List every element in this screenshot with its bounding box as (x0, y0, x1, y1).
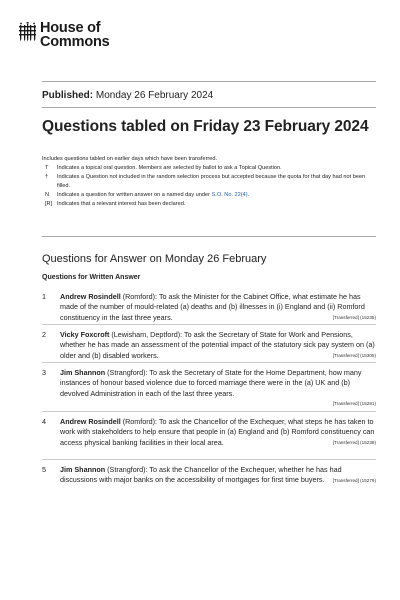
question-body (60, 368, 376, 410)
symbol-legend (42, 164, 376, 209)
question-number: 1 (42, 292, 46, 301)
question-body (60, 417, 376, 448)
question-text: To ask the Chancellor of the Exchequer, what steps he has taken to work with stakeholders to help ensure that people in (a) England and (b) Romford constituency can access physical banking facilities in their local area. (60, 417, 375, 447)
header-rule-bottom (42, 107, 376, 108)
question-number: 2 (42, 330, 46, 339)
logo-line-2: Commons (40, 33, 110, 50)
page-title: Questions tabled on Friday 23 February 2024 (42, 118, 369, 135)
question-member: Jim Shannon (60, 465, 106, 474)
legend-symbol: N (45, 191, 50, 198)
legend-row-relevant-interest (42, 200, 376, 209)
legend-text-wrapper (57, 191, 376, 200)
question-divider (42, 411, 376, 412)
section-rule (42, 236, 376, 237)
question-text: To ask the Secretary of State for Work and Pensions, whether he has made an assessment of the potential impact of the statutory sick pay system on (a) older and (b) disabled workers. (60, 330, 375, 360)
question-number: 4 (42, 417, 46, 426)
question-number: 3 (42, 368, 46, 377)
legend-text: Indicates a question for written answer on a named day under (57, 191, 212, 198)
question-constituency: (Strangford): (107, 465, 148, 474)
question-member: Vicky Foxcroft (60, 330, 110, 339)
published-date: Monday 26 February 2024 (95, 90, 214, 101)
question-ref: (15305) (360, 353, 376, 359)
question-body (60, 292, 376, 323)
question-ref: (15279) (360, 477, 376, 483)
question-item (42, 465, 376, 486)
question-member: Andrew Rosindell (60, 292, 121, 301)
question-divider (42, 459, 376, 460)
legend-symbol: T (45, 165, 49, 171)
question-text: To ask the Chancellor of the Exchequer, whether he has had discussions with major banks on the accessibility of mortgages for first time buyers. (60, 465, 342, 485)
standing-order-link[interactable]: S.O. No. 22(4) (211, 191, 248, 198)
question-status: [Transferred] (332, 401, 359, 407)
question-text: To ask the Secretary of State for the Home Department, how many instances of honour based violence due to forced marriage there were in the (a) UK and (b) devolved Administration in each of the last three years. (60, 368, 362, 398)
question-constituency: (Lewisham, Deptford): (111, 330, 183, 339)
question-status: [Transferred] (332, 315, 359, 321)
legend-row-dagger (42, 173, 376, 190)
portcullis-icon (19, 22, 36, 42)
published-label: Published: (42, 90, 94, 101)
question-constituency: (Strangford): (107, 368, 148, 377)
question-divider (42, 362, 376, 363)
legend-suffix: . (247, 191, 250, 198)
question-divider (42, 324, 376, 325)
sub-heading: Questions for Written Answer (42, 274, 141, 281)
header-rule-top (42, 81, 376, 82)
question-meta (333, 313, 376, 323)
logo-wordmark (40, 22, 110, 49)
question-item (42, 368, 376, 410)
legend-text: Indicates a topical oral question. Members are selected by ballot to ask a Topical Question. (57, 165, 282, 171)
question-status: [Transferred] (332, 353, 359, 359)
question-ref: (15238) (360, 440, 376, 446)
question-constituency: (Romford): (122, 417, 158, 426)
question-meta (60, 399, 376, 409)
question-ref: (15281) (360, 401, 376, 407)
question-item (42, 330, 376, 362)
question-meta (333, 476, 376, 486)
question-ref: (15235) (360, 315, 376, 321)
question-meta (333, 438, 376, 448)
legend-text: Indicates a Question not included in the random selection process but accepted because the quota for that day had not been filled. (57, 173, 366, 189)
published-line (42, 90, 213, 101)
legend-text: Indicates that a relevant interest has been declared. (57, 200, 186, 207)
question-number: 5 (42, 465, 46, 474)
question-status: [Transferred] (332, 477, 359, 483)
legend-symbol: [R] (45, 200, 53, 207)
question-meta (333, 351, 376, 361)
question-body (60, 330, 376, 361)
question-text: To ask the Minister for the Cabinet Office, what estimate he has made of the number of mould-related (a) deaths and (b) illnesses in (i) England and (ii) Romford constituency in the last three years. (60, 292, 365, 322)
question-member: Andrew Rosindell (60, 417, 121, 426)
house-of-commons-logo (19, 22, 110, 49)
legend-symbol: † (45, 173, 49, 180)
question-body (60, 465, 376, 486)
legend-row-named-day (42, 191, 376, 200)
question-status: [Transferred] (332, 440, 359, 446)
question-item (42, 292, 376, 324)
section-heading: Questions for Answer on Monday 26 February (42, 253, 267, 265)
intro-text: Includes questions tabled on earlier days which have been transferred. (42, 156, 218, 162)
legend-row-topical (42, 164, 376, 173)
question-member: Jim Shannon (60, 368, 106, 377)
question-constituency: (Romford): (122, 292, 158, 301)
question-item (42, 417, 376, 449)
logo-line-1: House of (40, 20, 101, 36)
